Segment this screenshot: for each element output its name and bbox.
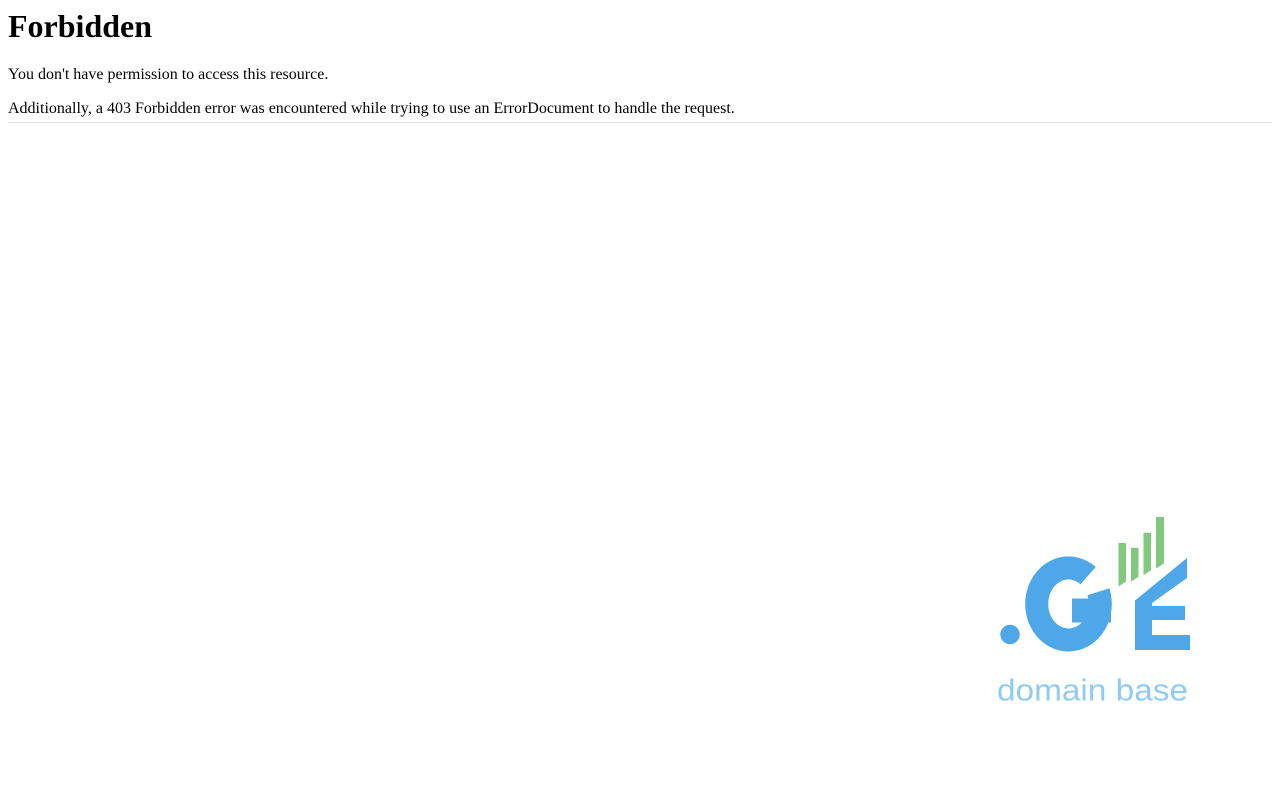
growth-bar-2 <box>1131 548 1139 582</box>
growth-bars-icon <box>1119 517 1165 587</box>
growth-bar-4 <box>1156 517 1164 569</box>
error-message-errordocument: Additionally, a 403 Forbidden error was encountered while trying to use an ErrorDocument to handle the request. <box>8 100 735 118</box>
error-page <box>0 8 1280 800</box>
logo-subtitle: domain base <box>997 672 1188 706</box>
logo-letter-e <box>1135 558 1190 650</box>
error-message-permission: You don't have permission to access this resource. <box>8 65 329 83</box>
ge-domain-base-logo[interactable] <box>997 516 1192 706</box>
logo-dot <box>1000 625 1019 644</box>
logo-letter-g-crossbar <box>1072 599 1111 623</box>
ge-logo-graphic <box>997 516 1192 706</box>
divider <box>8 122 1272 123</box>
growth-bar-1 <box>1119 543 1127 587</box>
error-content <box>8 8 1272 123</box>
growth-bar-3 <box>1144 533 1152 576</box>
error-heading: Forbidden <box>8 8 153 44</box>
